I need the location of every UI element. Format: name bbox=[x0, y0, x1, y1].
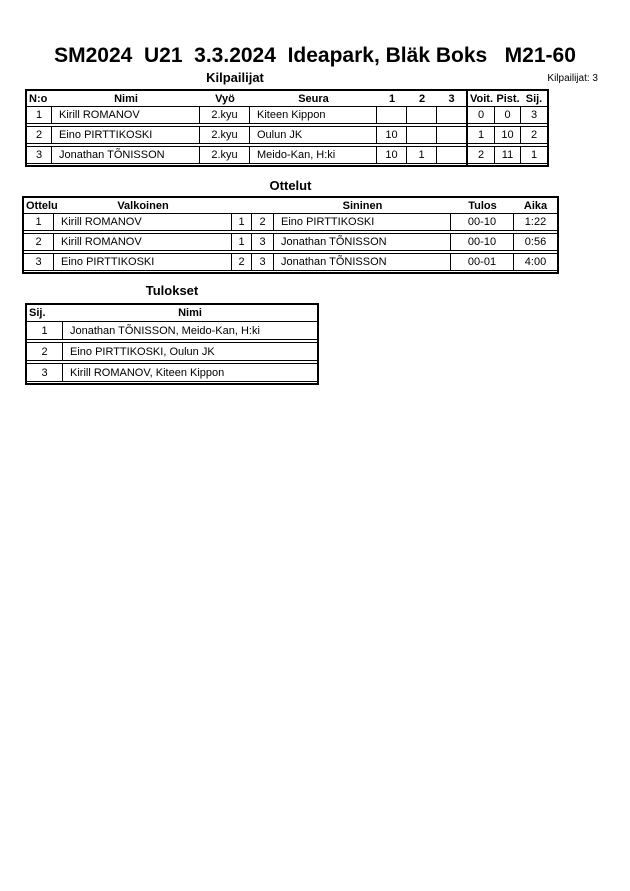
column-header-belt: Vyö bbox=[215, 92, 235, 105]
white-player-name: Kirill ROMANOV bbox=[54, 234, 232, 250]
result-name: Jonathan TÕNISSON, Meido-Kan, H:ki bbox=[70, 324, 260, 337]
column-header-blue-no bbox=[252, 198, 274, 213]
white-player-no: 1 bbox=[232, 234, 252, 250]
match-row bbox=[24, 213, 557, 231]
match-time: 4:00 bbox=[524, 256, 547, 268]
competitor-club: Kiteen Kippon bbox=[250, 107, 377, 123]
blue-player-no: 2 bbox=[252, 214, 274, 230]
match-time: 0:56 bbox=[524, 236, 547, 248]
place-value: 3 bbox=[530, 109, 538, 121]
result-place: 3 bbox=[27, 364, 63, 381]
competitors-count-label: Kilpailijat: 3 bbox=[547, 73, 598, 84]
competitor-name: Kirill ROMANOV bbox=[52, 107, 200, 123]
column-header-time: Aika bbox=[523, 199, 548, 212]
match-result: 00-10 bbox=[451, 214, 514, 230]
wins-value: 1 bbox=[468, 127, 495, 143]
column-header-blue: Sininen bbox=[342, 199, 383, 212]
column-header-white-no bbox=[232, 198, 252, 213]
match-result: 00-10 bbox=[451, 234, 514, 250]
column-header-round3: 3 bbox=[448, 92, 455, 105]
result-place: 1 bbox=[27, 322, 63, 339]
match-number: 1 bbox=[24, 214, 54, 230]
column-header-no: N:o bbox=[29, 92, 48, 105]
points-value: 0 bbox=[495, 107, 521, 123]
blue-player-name: Jonathan TÕNISSON bbox=[274, 254, 451, 270]
competitor-belt: 2.kyu bbox=[200, 127, 250, 143]
round2-score: 1 bbox=[407, 147, 437, 163]
match-number: 2 bbox=[24, 234, 54, 250]
competitors-table bbox=[25, 89, 549, 167]
column-header-result: Tulos bbox=[468, 199, 497, 212]
competitor-row bbox=[27, 106, 547, 124]
blue-player-name: Eino PIRTTIKOSKI bbox=[274, 214, 451, 230]
column-header-place: Sij. bbox=[525, 92, 543, 105]
column-header-round1: 1 bbox=[388, 92, 396, 105]
matches-table bbox=[22, 196, 559, 274]
column-header-round2: 2 bbox=[418, 92, 426, 105]
column-header-club: Seura bbox=[298, 92, 329, 105]
round1-score: 10 bbox=[377, 147, 407, 163]
competitor-number: 3 bbox=[27, 147, 52, 163]
competitors-section-heading: Kilpailijat bbox=[206, 70, 264, 85]
competitor-number: 1 bbox=[27, 107, 52, 123]
result-name: Kirill ROMANOV, Kiteen Kippon bbox=[70, 366, 225, 379]
result-row bbox=[27, 363, 317, 382]
column-header-name: Nimi bbox=[114, 92, 138, 105]
column-header-name: Nimi bbox=[178, 307, 202, 319]
round2-score bbox=[407, 127, 437, 143]
results-table-header bbox=[27, 305, 317, 321]
result-place: 2 bbox=[27, 343, 63, 360]
result-row bbox=[27, 321, 317, 340]
white-player-no: 2 bbox=[232, 254, 252, 270]
points-value: 10 bbox=[495, 127, 521, 143]
match-row bbox=[24, 253, 557, 271]
competitor-name: Eino PIRTTIKOSKI bbox=[52, 127, 200, 143]
results-section-heading: Tulokset bbox=[145, 283, 199, 298]
column-header-points: Pist. bbox=[496, 92, 520, 105]
round2-score bbox=[407, 107, 437, 123]
blue-player-no: 3 bbox=[252, 234, 274, 250]
results-table bbox=[25, 303, 319, 385]
matches-section-heading: Ottelut bbox=[269, 178, 312, 193]
round3-score bbox=[437, 127, 466, 143]
section-divider-line bbox=[466, 91, 468, 165]
column-header-white: Valkoinen bbox=[117, 199, 169, 212]
result-row bbox=[27, 342, 317, 361]
competitor-row bbox=[27, 146, 547, 164]
round1-score bbox=[377, 107, 407, 123]
competitor-belt: 2.kyu bbox=[200, 147, 250, 163]
wins-value: 0 bbox=[468, 107, 495, 123]
match-row bbox=[24, 233, 557, 251]
competitor-number: 2 bbox=[27, 127, 52, 143]
white-player-no: 1 bbox=[232, 214, 252, 230]
blue-player-no: 3 bbox=[252, 254, 274, 270]
result-name: Eino PIRTTIKOSKI, Oulun JK bbox=[70, 345, 215, 358]
white-player-name: Eino PIRTTIKOSKI bbox=[54, 254, 232, 270]
competitor-belt: 2.kyu bbox=[200, 107, 250, 123]
competitor-club: Oulun JK bbox=[250, 127, 377, 143]
competitors-table-header bbox=[27, 91, 547, 106]
competitor-row bbox=[27, 126, 547, 144]
blue-player-name: Jonathan TÕNISSON bbox=[274, 234, 451, 250]
match-result: 00-01 bbox=[451, 254, 514, 270]
wins-value: 2 bbox=[468, 147, 495, 163]
place-value: 1 bbox=[530, 149, 538, 161]
match-time: 1:22 bbox=[524, 216, 547, 228]
column-header-place: Sij. bbox=[29, 307, 46, 319]
round3-score bbox=[437, 107, 466, 123]
competitor-club: Meido-Kan, H:ki bbox=[250, 147, 377, 163]
competitor-name: Jonathan TÕNISSON bbox=[52, 147, 200, 163]
column-header-match-no: Ottelu bbox=[26, 199, 58, 212]
round3-score bbox=[437, 147, 466, 163]
points-value: 11 bbox=[495, 147, 521, 163]
white-player-name: Kirill ROMANOV bbox=[54, 214, 232, 230]
page-title: SM2024 U21 3.3.2024 Ideapark, Bläk Boks M21-60 bbox=[54, 44, 576, 67]
place-value: 2 bbox=[530, 129, 538, 141]
column-header-wins: Voit. bbox=[469, 92, 493, 105]
matches-table-header bbox=[24, 198, 557, 213]
round1-score: 10 bbox=[377, 127, 407, 143]
match-number: 3 bbox=[24, 254, 54, 270]
